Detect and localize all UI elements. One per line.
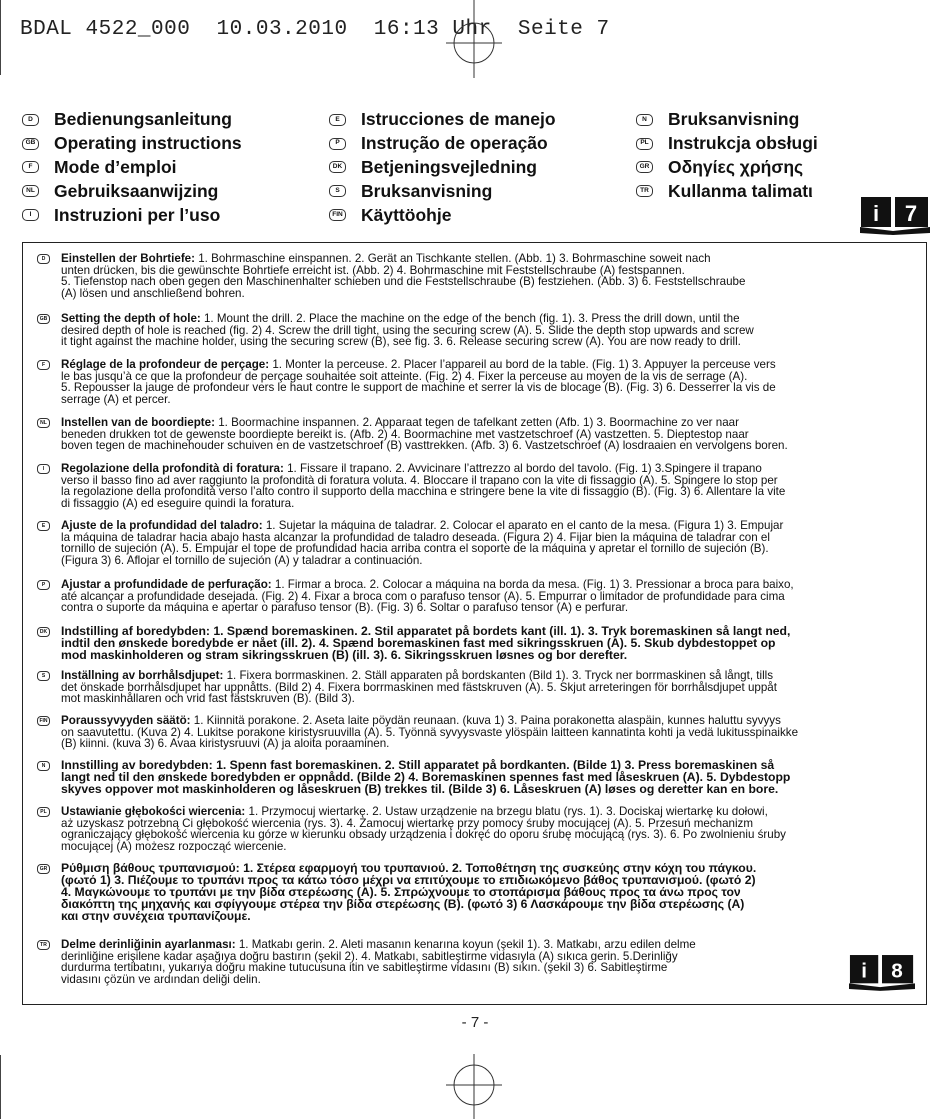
- language-code-badge: DK: [329, 161, 346, 173]
- language-item: [636, 108, 818, 132]
- section-pl: PL Ustawianie głębokości wiercenia: 1. Przymocuj wiertarkę. 2. Ustaw urządzenie na brzegu blatu (rys. 1). 3. Dociskaj wiertarkę ku dołowi, aż uzyskasz potrzebną Ci głębokość wiercenia (rys. 3). 4. Zamocuj wiertarkę przy pomocy śruby mocującej (A). 5. Przesuń mechanizm ograniczający głębokość wiercenia ku górze w kierunku obsady urządzenia i dokręć do oporu śrubę mocującą (rys. 3). 6. Po zwolnieniu śruby mocującej (A) możesz rozpocząć wiercenie.: [37, 806, 786, 853]
- book-icon-letter: i: [872, 201, 880, 226]
- book-icon-page: 7: [904, 201, 918, 226]
- section-title: Ajustar a profundidade de perfuração:: [61, 578, 272, 591]
- language-label: Gebruiksaanwijzing: [54, 180, 219, 201]
- section-title: Ajuste de la profundidad del taladro:: [61, 519, 263, 532]
- language-item: [329, 132, 556, 156]
- section-de: D Einstellen der Bohrtiefe: 1. Bohrmaschine einspannen. 2. Gerät an Tischkante stellen. (Abb. 1) 3. Bohrmaschine soweit nach unten drücken, bis die gewünschte Bohrtiefe erreicht ist. (Abb. 2) 4. Bohrmaschine mit Feststellschraube (A) festspannen. 5. Tiefenstop nach oben gegen den Maschinenhalter schieben und die Feststellschraube (B) festziehen. (Abb. 3) 6. Feststellschraube (A) lösen und anschließend bohren.: [37, 253, 745, 300]
- language-label: Betjeningsvejledning: [361, 156, 537, 177]
- language-code-badge: GB: [22, 138, 39, 150]
- language-code-badge: N: [636, 114, 653, 126]
- section-title: Poraussyvyyden säätö:: [61, 714, 191, 727]
- section-title: Innstilling av boredybden:: [61, 758, 213, 772]
- language-label: Istrucciones de manejo: [361, 109, 556, 130]
- language-column-1: [22, 108, 242, 227]
- language-item: [329, 203, 556, 227]
- language-column-2: [329, 108, 556, 227]
- language-code-badge: FIN: [37, 716, 50, 726]
- language-label: Bruksanvisning: [361, 180, 493, 201]
- language-label: Kullanma talimatι: [668, 180, 813, 201]
- language-code-badge: E: [37, 521, 50, 531]
- language-code-badge: TR: [636, 185, 653, 197]
- language-item: [636, 156, 818, 180]
- language-code-badge: P: [329, 138, 346, 150]
- language-code-badge: D: [37, 254, 50, 264]
- language-label: Operating instructions: [54, 133, 242, 154]
- crop-mark-left-bottom: [0, 1055, 1, 1119]
- page-number: - 7 -: [461, 1014, 489, 1031]
- section-title: Inställning av borrhålsdjupet:: [61, 669, 224, 682]
- book-info-icon: [849, 952, 915, 992]
- language-code-badge: S: [329, 185, 346, 197]
- section-tr: TR Delme derinliğinin ayarlanması: 1. Matkabı gerin. 2. Aleti masanın kenarına koyun (şekil 1). 3. Matkabı, arzu edilen delme derinliğine erişilene kadar aşağıya doğru bastırın (şekil 2). 4. Matkabı, sabitleştirme vidasıyla (A) sıkıca gerin. 5.Derinliğy durdurma tertibatını, yukarıya doğru makine tutucusuna itin ve sabitleştirme vidasını (B) sıkın. (şekil 3) 6. Sabitleştirme vidasını çözün ve ardından deliği delin.: [37, 939, 696, 986]
- language-item: [329, 179, 556, 203]
- section-title: Einstellen der Bohrtiefe:: [61, 252, 195, 265]
- language-item: [22, 179, 242, 203]
- language-code-badge: NL: [22, 185, 39, 197]
- section-title: Indstilling af boredybden:: [61, 624, 210, 638]
- section-title: Ρύθμιση βάθους τρυπανισμού:: [61, 861, 240, 875]
- language-item: [22, 203, 242, 227]
- language-item: [22, 108, 242, 132]
- language-item: [22, 132, 242, 156]
- language-code-badge: PL: [636, 138, 653, 150]
- section-fi: FIN Poraussyvyyden säätö: 1. Kiinnitä porakone. 2. Aseta laite pöydän reunaan. (kuva 1) 3. Paina porakonetta alaspäin, kunnes haluttu syvyys on saavutettu. (Kuva 2) 4. Lukitse porakone kiristysruuvilla (A). 5. Työnnä syvyysvaste ylöspäin laitteen kannatinta kohti ja vedä lukitusspinaikke (B) kiinni. (kuva 3) 6. Avaa kiristysruuvi (A) ja aloita poraaminen.: [37, 715, 798, 750]
- section-title: Regolazione della profondità di foratura:: [61, 462, 284, 475]
- book-icon-page: 8: [891, 959, 903, 983]
- language-item: [329, 156, 556, 180]
- language-code-badge: N: [37, 761, 50, 771]
- language-code-badge: DK: [37, 627, 50, 637]
- registration-mark-bottom: [444, 1050, 504, 1119]
- language-code-badge: S: [37, 671, 50, 681]
- language-label: Bedienungsanleitung: [54, 109, 232, 130]
- language-label: Οδηγίες χρήσης: [668, 156, 804, 177]
- language-item: [636, 132, 818, 156]
- language-item: [329, 108, 556, 132]
- section-no: N Innstilling av boredybden: 1. Spenn fast boremaskinen. 2. Still apparatet på bordkanten. (Bilde 1) 3. Press boremaskinen så langt ned til den ønskede boredybden er oppnådd. (Bilde 2) 4. Boremaskinen spennes fast med låseskruen (A). 5. Dybdestopp skyves oppover mot maskinholderen og låseskruen (B) trekkes til. (Bilde 3) 6. Låseskruen (A) løses og deretter kan en bore.: [37, 760, 790, 796]
- section-title: Setting the depth of hole:: [61, 312, 201, 325]
- language-list: [22, 108, 852, 228]
- language-label: Instrukcja obsługi: [668, 133, 818, 154]
- language-code-badge: PL: [37, 807, 50, 817]
- language-code-badge: F: [37, 360, 50, 370]
- section-title: Réglage de la profondeur de perçage:: [61, 358, 270, 371]
- section-pt: P Ajustar a profundidade de perfuração: 1. Firmar a broca. 2. Colocar a máquina na borda da mesa. (Fig. 1) 3. Pressionar a broca para baixo, até alcançar a profundidade desejada. (Fig. 2) 4. Fixar a broca com o parafuso tensor (A). 5. Empurrar o limitador de profundidade para cima contra o suporte da máquina e apertar o parafuso tensor (B). (Fig. 3) 6. Soltar o parafuso tensor (A) e perfurar.: [37, 579, 794, 614]
- language-label: Instrução de operação: [361, 133, 548, 154]
- section-gr: GR Ρύθμιση βάθους τρυπανισμού: 1. Στέρεα εφαρμογή του τρυπανιού. 2. Τοποθέτηση της συσκεύης στην κόχη του πάγκου. (φωτό 1) 3. Πιέζουμε το τρυπάνι προς τα κάτω τόσο μέχρι να επιτύχουμε το επιδιωκόμενο βάθος τρυπανισμού. (φωτό 2) 4. Μαγκώνουμε το τρυπάνι με την βίδα στερέωσης (A). 5. Σπρώχνουμε το στοπάρισμα βάθους προς τα άνω προς τον διακόπτη της μηχανής και σφίγγουμε στέρεα την βίδα στερέωσης (B). (φωτό 3) 6 Λασκάρουμε την βίδα στερέωσης (A) και στην συνέχεια τρυπανίζουμε.: [37, 863, 756, 923]
- language-item: [22, 156, 242, 180]
- language-label: Mode d’emploi: [54, 156, 177, 177]
- section-title: Ustawianie głębokości wiercenia:: [61, 805, 246, 818]
- language-code-badge: D: [22, 114, 39, 126]
- language-code-badge: GR: [37, 864, 50, 874]
- instructions-box: [22, 242, 927, 1005]
- language-code-badge: F: [22, 161, 39, 173]
- print-header: BDAL 4522_000 10.03.2010 16:13 Uhr Seite 7: [20, 18, 610, 41]
- language-code-badge: I: [22, 209, 39, 221]
- book-icon-letter: i: [861, 959, 867, 983]
- section-es: E Ajuste de la profundidad del taladro: 1. Sujetar la máquina de taladrar. 2. Colocar el aparato en el canto de la mesa. (Figura 1) 3. Empujar la máquina de taladrar hacia abajo hasta alcanzar la profundidad de taladro deseada. (Figura 2) 4. Fijar bien la máquina de taladrar con el tornillo de sujeción (A). 5. Empujar el tope de profundidad hacia arriba contra el soporte de la máquina y apretar el tornillo de sujeción (B). (Figura 3) 6. Aflojar el tornillo de sujeción (A) y taladrar a continuación.: [37, 520, 783, 567]
- registration-mark-top: [444, 0, 504, 80]
- language-label: Bruksanvisning: [668, 109, 800, 130]
- language-label: Käyttöohje: [361, 204, 452, 225]
- section-it: I Regolazione della profondità di foratura: 1. Fissare il trapano. 2. Avvicinare l’attrezzo al bordo del tavolo. (Fig. 1) 3.Spingere il trapano verso il basso fino ad aver raggiunto la profondità di foratura voluta. 4. Bloccare il trapano con la vite di fissaggio (A). 5. Spingere lo stop per la regolazione della profondità verso l’alto contro il supporto della macchina e stringere bene la vite di fissaggio (B). (Fig. 3) 6. Allentare la vite di fissaggio (A) ed eseguire quindi la foratura.: [37, 463, 785, 510]
- language-label: Instruzioni per l’uso: [54, 204, 221, 225]
- language-code-badge: I: [37, 464, 50, 474]
- language-code-badge: GR: [636, 161, 653, 173]
- section-title: Instellen van de boordiepte:: [61, 416, 215, 429]
- language-code-badge: NL: [37, 418, 50, 428]
- section-title: Delme derinliğinin ayarlanması:: [61, 938, 236, 951]
- section-fr: F Réglage de la profondeur de perçage: 1. Monter la perceuse. 2. Placer l’appareil au bord de la table. (Fig. 1) 3. Appuyer la perceuse vers le bas jusqu’à ce que la profondeur de perçage souhaitée soit atteinte. (Fig. 2) 4. Fixer la perceuse au moyen de la vis de serrage (A). 5. Repousser la jauge de profondeur vers le haut contre le support de machine et serrer la vis de blocage (B). (Fig. 3) 6. Desserrer la vis de serrage (A) et percer.: [37, 359, 776, 406]
- section-gb: GB Setting the depth of hole: 1. Mount the drill. 2. Place the machine on the edge of the bench (fig. 1). 3. Press the drill down, until the desired depth of hole is reached (fig. 2) 4. Screw the drill tight, using the securing screw (A). 5. Slide the depth stop upwards and screw it tight against the machine holder, using the securing screw (B), see fig. 3. 6. Release securing screw (A). You are now ready to drill.: [37, 313, 754, 348]
- section-se: S Inställning av borrhålsdjupet: 1. Fixera borrmaskinen. 2. Ställ apparaten på bordskanten (Bild 1). 3. Tryck ner borrmaskinen så långt, tills det önskade borrhålsdjupet har uppnåtts. (Bild 2) 4. Fixera borrmaskinen med fästskruven (A). 5. Skjut arreteringen för borrhålsdjupet uppåt mot maskinhållaren och vrid fast fästskruven (B). (Bild 3).: [37, 670, 777, 705]
- language-code-badge: TR: [37, 940, 50, 950]
- language-item: [636, 179, 818, 203]
- section-dk: DK Indstilling af boredybden: 1. Spænd boremaskinen. 2. Stil apparatet på bordets kant (ill. 1). 3. Tryk boremaskinen så langt ned, indtil den ønskede boredybde er nået (ill. 2). 4. Spænd boremaskinen fast med sikringsskruen (A). 5. Skub dybdestoppet op mod maskinholderen og stram sikringsskruen (B) (ill. 3). 6. Sikringsskruen løsnes og bor derefter.: [37, 626, 790, 662]
- language-code-badge: GB: [37, 314, 50, 324]
- language-code-badge: P: [37, 580, 50, 590]
- crop-mark-left: [0, 0, 1, 75]
- language-column-3: [636, 108, 818, 203]
- language-code-badge: FIN: [329, 209, 346, 221]
- section-nl: NL Instellen van de boordiepte: 1. Boormachine inspannen. 2. Apparaat tegen de tafelkant zetten (Afb. 1) 3. Boormachine zo ver naar beneden drukken tot de gewenste boordiepte bereikt is. (Afb. 2) 4. Boormachine met vastzetschroef (A) vastzetten. 5. Dieptestop naar boven tegen de machinehouder schuiven en de vastzetschroef (B) vasttrekken. (Afb. 3) 6. Vastzetschroef (A) losdraaien en vervolgens boren.: [37, 417, 788, 452]
- book-info-icon: [860, 195, 930, 235]
- language-code-badge: E: [329, 114, 346, 126]
